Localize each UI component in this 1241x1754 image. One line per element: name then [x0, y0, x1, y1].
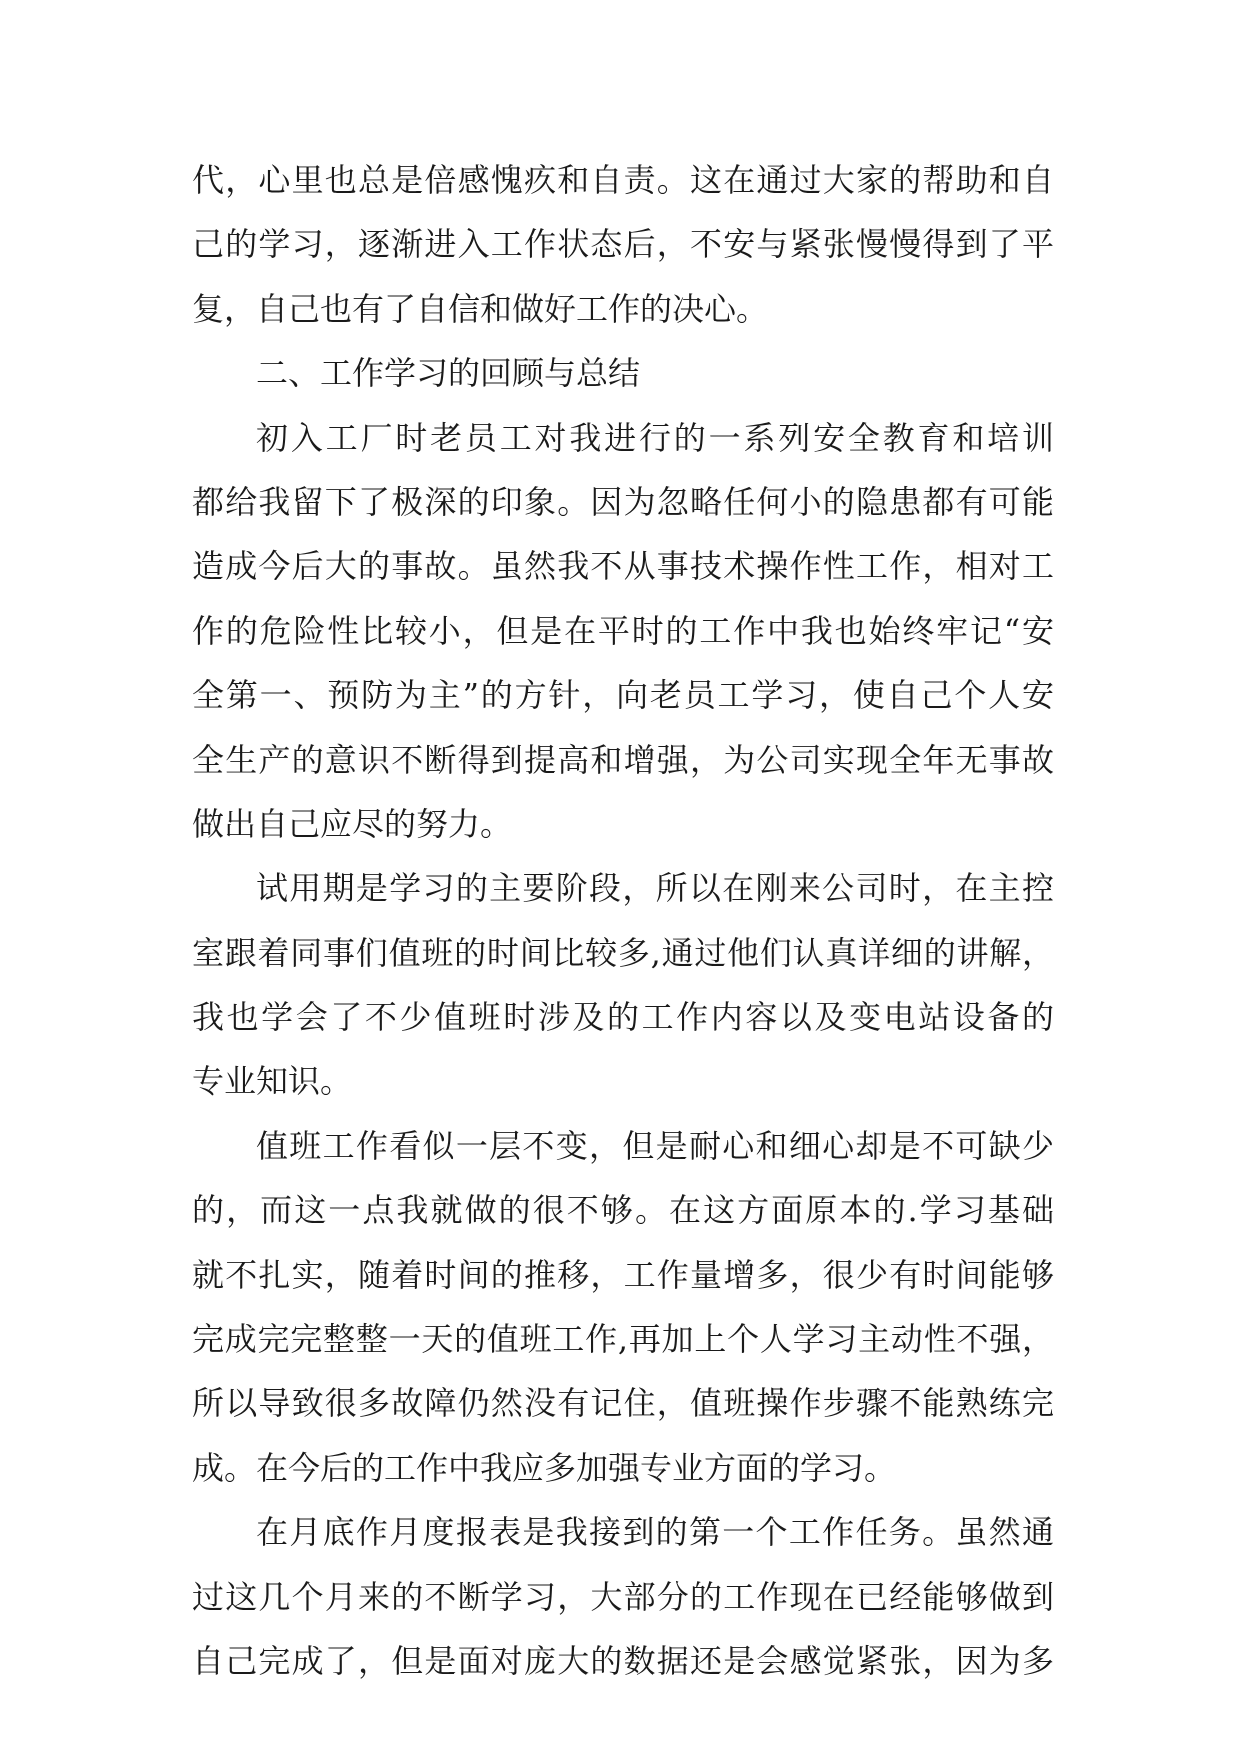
text-line: 所以导致很多故障仍然没有记住，值班操作步骤不能熟练完: [192, 1384, 1054, 1423]
text-line: 试用期是学习的主要阶段，所以在刚来公司时，在主控: [256, 869, 1054, 908]
text-line: 都给我留下了极深的印象。因为忽略任何小的隐患都有可能: [192, 482, 1054, 521]
text-line: 造成今后大的事故。虽然我不从事技术操作性工作，相对工: [192, 547, 1054, 586]
text-line: 就不扎实，随着时间的推移，工作量增多，很少有时间能够: [192, 1255, 1054, 1294]
text-line: 室跟着同事们值班的时间比较多,通过他们认真详细的讲解，: [192, 933, 1054, 972]
text-line: 做出自己应尽的努力。: [192, 804, 513, 843]
text-line: 成。在今后的工作中我应多加强专业方面的学习。: [192, 1448, 897, 1487]
text-line: 的，而这一点我就做的很不够。在这方面原本的.学习基础: [192, 1191, 1054, 1230]
text-line: 自己完成了，但是面对庞大的数据还是会感觉紧张，因为多: [192, 1641, 1054, 1680]
text-line: 专业知识。: [192, 1062, 353, 1101]
text-line: 全第一、预防为主”的方针，向老员工学习，使自己个人安: [192, 676, 1054, 715]
text-line: 初入工厂时老员工对我进行的一系列安全教育和培训: [256, 418, 1054, 457]
text-line: 过这几个月来的不断学习，大部分的工作现在已经能够做到: [192, 1577, 1054, 1616]
text-line: 全生产的意识不断得到提高和增强，为公司实现全年无事故: [192, 740, 1054, 779]
text-line: 己的学习，逐渐进入工作状态后，不安与紧张慢慢得到了平: [192, 225, 1054, 264]
text-line: 完成完完整整一天的值班工作,再加上个人学习主动性不强，: [192, 1320, 1054, 1359]
text-line: 代，心里也总是倍感愧疚和自责。这在通过大家的帮助和自: [192, 161, 1054, 199]
text-line: 作的危险性比较小，但是在平时的工作中我也始终牢记“安: [192, 611, 1054, 650]
text-line: 复，自己也有了自信和做好工作的决心。: [192, 289, 769, 328]
document-page: [192, 148, 1054, 1693]
text-line: 我也学会了不少值班时涉及的工作内容以及变电站设备的: [192, 998, 1054, 1037]
text-line: 在月底作月度报表是我接到的第一个工作任务。虽然通: [256, 1513, 1054, 1552]
section-heading: 二、工作学习的回顾与总结: [256, 354, 641, 393]
text-line: 值班工作看似一层不变，但是耐心和细心却是不可缺少: [256, 1126, 1054, 1165]
